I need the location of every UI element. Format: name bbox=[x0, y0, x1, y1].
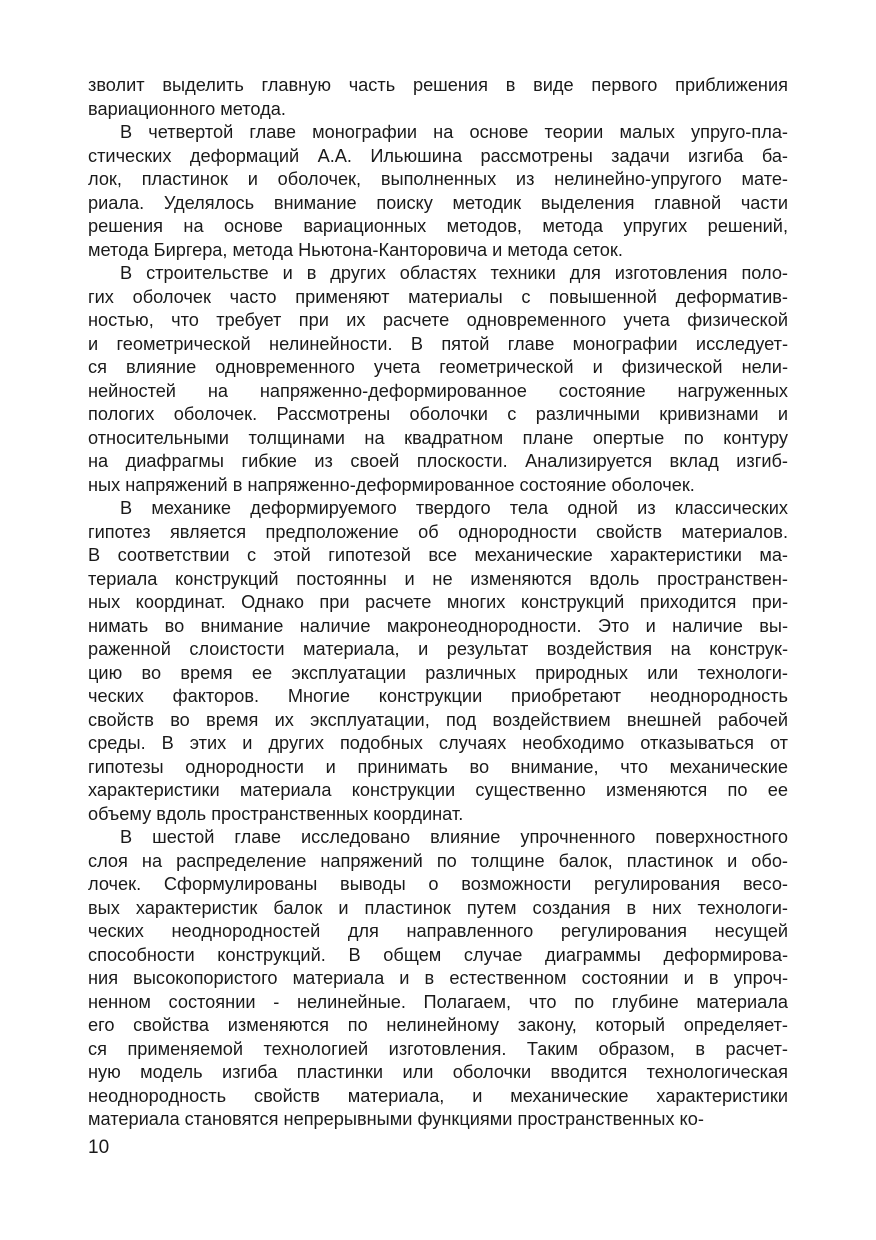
paragraph bbox=[88, 497, 788, 826]
text-line: ся применяемой технологией изготовления. Таким образом, в расчет- bbox=[88, 1038, 788, 1059]
text-line: способности конструкций. В общем случае диаграммы деформирова- bbox=[88, 944, 788, 965]
text-line: слоя на распределение напряжений по толщине балок, пластинок и обо- bbox=[88, 850, 788, 871]
text-line: вариационного метода. bbox=[88, 98, 286, 119]
text-line: ненном состоянии - нелинейные. Полагаем, что по глубине материала bbox=[88, 991, 788, 1012]
text-line: объему вдоль пространственных координат. bbox=[88, 803, 464, 824]
text-line: материала становятся непрерывными функциями пространственных ко- bbox=[88, 1109, 704, 1129]
text-line: лочек. Сформулированы выводы о возможности регулирования весо- bbox=[88, 874, 788, 894]
text-line: характеристики материала конструкции существенно изменяются по ее bbox=[88, 780, 788, 800]
text-line: свойств во время их эксплуатации, под воздействием внешней рабочей bbox=[88, 709, 788, 730]
text-line: ческих неоднородностей для направленного регулирования несущей bbox=[88, 921, 788, 941]
text-line: ческих факторов. Многие конструкции приобретают неоднородность bbox=[88, 686, 788, 706]
text-line: ных напряжений в напряженно-деформированное состояние оболочек. bbox=[88, 474, 695, 495]
text-line: метода Биргера, метода Ньютона-Канторовича и метода сеток. bbox=[88, 239, 623, 260]
text-line: В четвертой главе монографии на основе теории малых упруго-пла- bbox=[120, 122, 788, 142]
text-line: ную модель изгиба пластинки или оболочки вводится технологическая bbox=[88, 1062, 788, 1082]
text-line: риала. Уделялось внимание поиску методик выделения главной части bbox=[88, 192, 788, 213]
text-line: гипотезы однородности и принимать во внимание, что механические bbox=[88, 756, 788, 777]
text-line: раженной слоистости материала, и результат воздействия на конструк- bbox=[88, 639, 788, 659]
text-line: нейностей на напряженно-деформированное состояние нагруженных bbox=[88, 380, 788, 401]
text-line: стических деформаций А.А. Ильюшина рассмотрены задачи изгиба ба- bbox=[88, 145, 788, 166]
page-number: 10 bbox=[88, 1137, 110, 1158]
paragraph bbox=[88, 262, 788, 497]
text-line: В строительстве и в других областях техники для изготовления поло- bbox=[120, 263, 788, 283]
text-line: вых характеристик балок и пластинок путем создания в них технологи- bbox=[88, 897, 788, 918]
text-line: пологих оболочек. Рассмотрены оболочки с различными кривизнами и bbox=[88, 404, 788, 424]
text-line: цию во время ее эксплуатации различных природных или технологи- bbox=[88, 662, 788, 683]
text-line: относительными толщинами на квадратном плане опертые по контуру bbox=[88, 427, 788, 448]
text-line: ностью, что требует при их расчете одновременного учета физической bbox=[88, 310, 788, 330]
text-line: среды. В этих и других подобных случаях необходимо отказываться от bbox=[88, 733, 788, 753]
text-line: гих оболочек часто применяют материалы с повышенной деформатив- bbox=[88, 286, 788, 307]
paragraph bbox=[88, 74, 788, 121]
text-line: нимать во внимание наличие макронеоднородности. Это и наличие вы- bbox=[88, 615, 788, 636]
text-line: и геометрической нелинейности. В пятой главе монографии исследует- bbox=[88, 333, 788, 354]
body-text bbox=[88, 74, 788, 1132]
text-line: на диафрагмы гибкие из своей плоскости. Анализируется вклад изгиб- bbox=[88, 451, 788, 471]
text-line: гипотез является предположение об однородности свойств материалов. bbox=[88, 521, 788, 542]
text-line: лок, пластинок и оболочек, выполненных из нелинейно-упругого мате- bbox=[88, 169, 788, 189]
text-line: ся влияние одновременного учета геометрической и физической нели- bbox=[88, 357, 788, 377]
text-line: В соответствии с этой гипотезой все механические характеристики ма- bbox=[88, 545, 788, 565]
text-line: В шестой главе исследовано влияние упрочненного поверхностного bbox=[120, 827, 788, 847]
paragraph bbox=[88, 826, 788, 1132]
text-line: зволит выделить главную часть решения в виде первого приближения bbox=[88, 75, 788, 95]
text-line: неоднородность свойств материала, и механические характеристики bbox=[88, 1085, 788, 1106]
text-line: В механике деформируемого твердого тела одной из классических bbox=[120, 498, 788, 518]
text-line: решения на основе вариационных методов, метода упругих решений, bbox=[88, 216, 788, 236]
text-line: ния высокопористого материала и в естественном состоянии и в упроч- bbox=[88, 968, 788, 988]
text-line: его свойства изменяются по нелинейному закону, который определяет- bbox=[88, 1015, 788, 1035]
paragraph bbox=[88, 121, 788, 262]
text-line: териала конструкций постоянны и не изменяются вдоль пространствен- bbox=[88, 568, 788, 589]
text-line: ных координат. Однако при расчете многих конструкций приходится при- bbox=[88, 592, 788, 612]
